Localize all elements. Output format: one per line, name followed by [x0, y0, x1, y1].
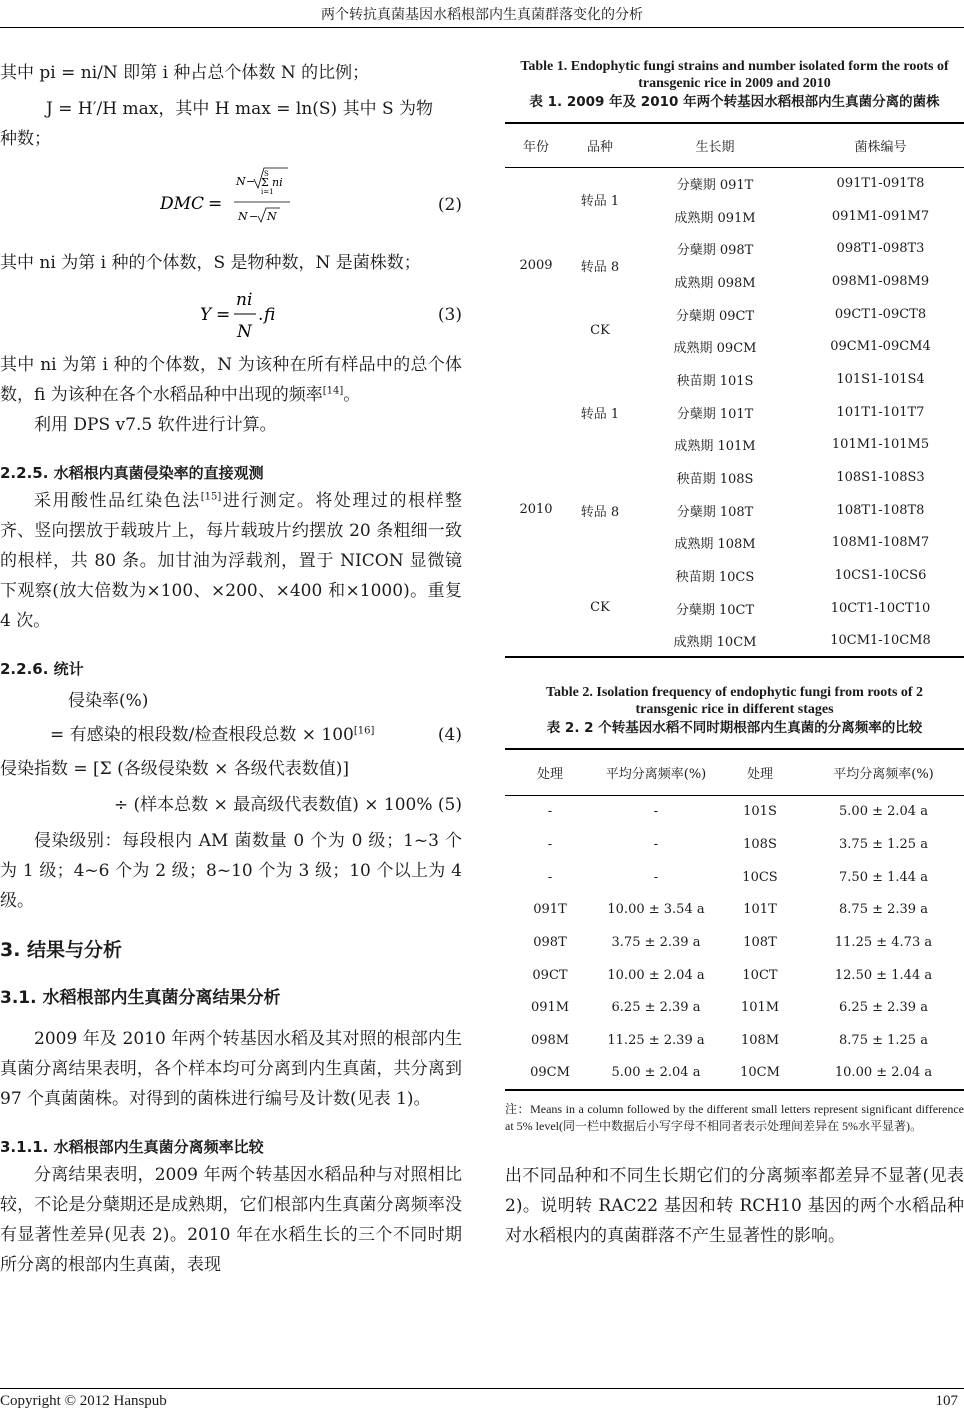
- section-heading-3-1: 3.1. 水稻根部内生真菌分离结果分析: [0, 988, 281, 1008]
- stage-cell: 秧苗期 101S: [676, 373, 754, 389]
- column-header: 年份: [505, 123, 567, 167]
- frequency-cell: 12.50 ± 1.44 a: [834, 967, 933, 983]
- treatment-cell: 098M: [530, 1032, 570, 1048]
- formula-line: ÷ (样本总数 × 最高级代表数值) × 100% (5): [113, 795, 462, 815]
- svg-text:−: −: [249, 210, 259, 223]
- treatment-cell: 091M: [530, 1000, 570, 1016]
- stage-cell: 分蘖期 09CT: [675, 308, 755, 324]
- column-header: 菌株编号: [797, 123, 964, 167]
- table-row: [505, 232, 964, 265]
- treatment-cell: 10CM: [740, 1065, 780, 1081]
- treatment-cell: 10CS: [742, 869, 778, 885]
- table-row: [505, 991, 964, 1024]
- paragraph: 出不同品种和不同生长期它们的分离频率都差异不显著(见表 2)。说明转 RAC22 基因和转 RCH10 基因的两个水稻品种对水稻根内的真菌群落不产生显著性的影响。: [505, 1165, 964, 1246]
- treatment-cell: 101S: [743, 804, 777, 820]
- frequency-cell: -: [653, 869, 659, 885]
- table-row: [505, 461, 964, 494]
- variety-cell: 转品 8: [580, 504, 620, 520]
- table2-caption-en: Table 2. Isolation frequency of endophytic fungi from roots of 2 transgenic rice in different stages: [545, 685, 924, 718]
- formula-line: 侵染指数 = [Σ (各级侵染数 × 各级代表数值)]: [0, 759, 350, 779]
- footer-rule: [0, 1388, 964, 1389]
- copyright-text: Copyright © 2012 Hanspub: [0, 1393, 167, 1409]
- variety-cell: CK: [590, 322, 610, 338]
- svg-text:S: S: [264, 170, 269, 178]
- frequency-cell: 3.75 ± 2.39 a: [611, 934, 701, 950]
- stage-cell: 成熟期 10CM: [673, 634, 757, 650]
- stage-cell: 分蘖期 101T: [676, 406, 754, 422]
- citation: [14]: [322, 385, 344, 397]
- paragraph: 利用 DPS v7.5 软件进行计算。: [34, 415, 277, 435]
- table-row: [505, 1024, 964, 1057]
- strain-cell: 10CM1-10CM8: [830, 632, 931, 648]
- paragraph: [0, 350, 462, 410]
- frequency-cell: -: [653, 804, 659, 820]
- dmc-formula-graphic: [160, 162, 400, 242]
- column-header: 品种: [567, 123, 633, 167]
- equation-3: [0, 280, 462, 350]
- strain-cell: 101T1-101T7: [836, 404, 925, 420]
- column-header: 平均分离频率(%): [803, 749, 964, 795]
- header-rule: [0, 27, 964, 28]
- table-row: [505, 893, 964, 926]
- frequency-cell: 11.25 ± 2.39 a: [607, 1032, 705, 1048]
- table-row: [505, 861, 964, 894]
- strain-cell: 108S1-108S3: [836, 470, 925, 486]
- frequency-cell: 5.00 ± 2.04 a: [611, 1065, 701, 1081]
- paragraph: 2009 年及 2010 年两个转基因水稻及其对照的根部内生真菌分离结果表明，各个样本均可分离到内生真菌，共分离到 97 个真菌菌株。对得到的菌株进行编号及计数(见表 1)。: [0, 1029, 462, 1109]
- paragraph: 其中 ni 为第 i 种的个体数，S 是物种数，N 是菌株数；: [0, 253, 421, 273]
- svg-text:N: N: [236, 175, 246, 188]
- variety-cell: 转品 1: [580, 194, 620, 210]
- treatment-cell: 10CT: [742, 967, 778, 983]
- svg-text:DMC: DMC: [160, 194, 205, 214]
- svg-text:fi: fi: [264, 305, 276, 325]
- stage-cell: 成熟期 09CM: [673, 341, 757, 357]
- table-header-row: [505, 749, 964, 795]
- frequency-cell: 11.25 ± 4.73 a: [834, 934, 933, 950]
- treatment-cell: 108T: [743, 934, 777, 950]
- stage-cell: 秧苗期 108S: [676, 472, 754, 488]
- stage-cell: 分蘖期 108T: [676, 504, 754, 520]
- treatment-cell: 108S: [743, 836, 777, 852]
- treatment-cell: 091T: [533, 902, 567, 918]
- formula-line: [0, 720, 462, 750]
- svg-text:=: =: [216, 305, 231, 325]
- strain-cell: 10CS1-10CS6: [834, 568, 927, 584]
- table1-caption-en: Table 1. Endophytic fungi strains and number isolated form the roots of transgenic rice in 2009 and 2010: [520, 59, 949, 91]
- stage-cell: 成熟期 091M: [674, 210, 756, 226]
- running-title: 两个转抗真菌基因水稻根部内生真菌群落变化的分析: [321, 7, 643, 23]
- frequency-cell: -: [653, 836, 659, 852]
- frequency-cell: 10.00 ± 2.04 a: [834, 1065, 933, 1081]
- table-row: [505, 926, 964, 959]
- svg-text:Σ: Σ: [261, 176, 269, 189]
- strain-cell: 098M1-098M9: [831, 273, 930, 289]
- svg-text:=: =: [208, 194, 223, 214]
- svg-text:.: .: [258, 305, 264, 325]
- column-header: 平均分离频率(%): [595, 749, 717, 795]
- citation: [15]: [200, 491, 222, 503]
- table1-caption-cn: 表 1. 2009 年及 2010 年两个转基因水稻根部内生真菌分离的菌株: [529, 94, 940, 110]
- table-row: [505, 959, 964, 992]
- stage-cell: 秧苗期 10CS: [675, 570, 755, 586]
- treatment-cell: 101M: [740, 1000, 780, 1016]
- paragraph-text: 其中 ni 为第 i 种的个体数，N 为该种在所有样品中的总个体数，fi 为该种在各个水稻品种中出现的频率: [0, 355, 462, 405]
- paragraph-text: 采用酸性品红染色法: [34, 491, 201, 511]
- table-row: [505, 298, 964, 331]
- strain-cell: 101M1-101M5: [831, 437, 930, 453]
- year-cell: 2010: [519, 502, 553, 518]
- svg-text:N: N: [237, 322, 252, 342]
- treatment-cell: -: [547, 804, 553, 820]
- stage-cell: 成熟期 108M: [674, 537, 756, 553]
- paragraph: 其中 pi = ni/N 即第 i 种占总个体数 N 的比例；: [0, 63, 370, 83]
- strain-cell: 091M1-091M7: [831, 208, 930, 224]
- frequency-cell: 3.75 ± 1.25 a: [839, 836, 928, 852]
- stage-cell: 分蘖期 098T: [676, 243, 754, 259]
- variety-cell: CK: [590, 600, 610, 616]
- svg-text:i=1: i=1: [261, 188, 274, 196]
- table-row: [505, 1057, 964, 1090]
- frequency-cell: 5.00 ± 2.04 a: [839, 804, 928, 820]
- strain-cell: 101S1-101S4: [836, 371, 925, 387]
- table1: [505, 122, 964, 658]
- frequency-cell: 10.00 ± 3.54 a: [607, 902, 705, 918]
- table-row: [505, 363, 964, 396]
- stage-cell: 分蘖期 091T: [676, 178, 754, 194]
- svg-text:ni: ni: [236, 290, 253, 310]
- paragraph: 分离结果表明，2009 年两个转基因水稻品种与对照相比较，不论是分蘖期还是成熟期，它们根部内生真菌分离频率没有显著性差异(见表 2)。2010 年在水稻生长的三个不同时期所分离的根部内生真菌，表现: [0, 1165, 462, 1275]
- svg-text:ni: ni: [272, 176, 283, 189]
- stage-cell: 成熟期 098M: [674, 275, 756, 291]
- treatment-cell: 09CM: [530, 1065, 570, 1081]
- paragraph-end: 。: [343, 385, 361, 405]
- section-heading-3: 3. 结果与分析: [0, 939, 123, 961]
- stage-cell: 成熟期 101M: [674, 439, 756, 455]
- page-number: 107: [935, 1393, 958, 1409]
- citation: [16]: [353, 725, 375, 737]
- table-row: [505, 167, 964, 200]
- formula-text: = 有感染的根段数/检查根段总数 × 100: [50, 725, 354, 745]
- strain-cell: 091T1-091T8: [836, 176, 925, 192]
- variety-cell: 转品 1: [580, 406, 620, 422]
- section-heading-3-1-1: 3.1.1. 水稻根部内生真菌分离频率比较: [0, 1138, 264, 1156]
- section-heading-2-2-5: 2.2.5. 水稻根内真菌侵染率的直接观测: [0, 464, 264, 482]
- stage-cell: 分蘖期 10CT: [675, 602, 755, 618]
- strain-cell: 09CT1-09CT8: [834, 306, 927, 322]
- frequency-cell: 8.75 ± 2.39 a: [839, 902, 928, 918]
- variety-cell: 转品 8: [580, 259, 620, 275]
- strain-cell: 108T1-108T8: [836, 502, 925, 518]
- frequency-cell: 6.25 ± 2.39 a: [839, 1000, 928, 1016]
- table-row: [505, 828, 964, 861]
- paragraph: [0, 486, 462, 636]
- equation-j: J = H′/H max，其中 H max = ln(S) 其中 S 为物: [46, 99, 434, 119]
- table-row: [505, 795, 964, 828]
- right-column: [505, 52, 964, 1251]
- paragraph-text: 进行测定。将处理过的根样整齐、竖向摆放于载玻片上，每片载玻片约摆放 20 条粗细一致的根样，共 80 条。加甘油为浮载剂，置于 NICON 显微镜下观察(放大倍数为×100、×200、×400 和×1000)。重复 4 次。: [0, 491, 463, 631]
- treatment-cell: 101T: [743, 902, 777, 918]
- svg-text:N: N: [238, 210, 248, 223]
- frequency-cell: 10.00 ± 2.04 a: [607, 967, 705, 983]
- treatment-cell: 108M: [740, 1032, 780, 1048]
- svg-text:Y: Y: [200, 305, 212, 325]
- strain-cell: 108M1-108M7: [831, 535, 930, 551]
- table-header-row: [505, 123, 964, 167]
- paragraph: 侵染级别：每段根内 AM 菌数量 0 个为 0 级；1~3 个为 1 级；4~6 个为 2 级；8~10 个为 3 级；10 个以上为 4 级。: [0, 831, 462, 911]
- equation-2: [0, 162, 462, 248]
- column-header: 处理: [505, 749, 595, 795]
- strain-cell: 09CM1-09CM4: [830, 339, 931, 355]
- strain-cell: 10CT1-10CT10: [830, 600, 931, 616]
- section-heading-2-2-6: 2.2.6. 统计: [0, 660, 84, 678]
- paragraph: 种数；: [0, 129, 51, 149]
- left-column: [0, 52, 462, 1280]
- treatment-cell: 09CT: [532, 967, 568, 983]
- column-header: 处理: [717, 749, 803, 795]
- frequency-cell: 6.25 ± 2.39 a: [611, 1000, 701, 1016]
- frequency-cell: 8.75 ± 1.25 a: [839, 1032, 928, 1048]
- y-formula-graphic: [200, 280, 320, 350]
- equation-number: (2): [437, 195, 462, 215]
- column-header: 生长期: [633, 123, 797, 167]
- table2: [505, 748, 964, 1090]
- treatment-cell: 098T: [533, 934, 567, 950]
- frequency-cell: 7.50 ± 1.44 a: [839, 869, 928, 885]
- svg-text:N: N: [267, 210, 277, 223]
- equation-number: (4): [437, 725, 462, 745]
- table2-note: 注：Means in a column followed by the different small letters represent significant difference at 5% level(同一栏中数据后小写字母不相同者表示处理间差异在 5%水平显著)。: [505, 1101, 964, 1133]
- equation-number: (3): [437, 305, 462, 325]
- table-row: [505, 559, 964, 592]
- treatment-cell: -: [547, 836, 553, 852]
- year-cell: 2009: [519, 257, 553, 273]
- treatment-cell: -: [547, 869, 553, 885]
- svg-text:−: −: [246, 175, 256, 188]
- formula-line: 侵染率(%): [68, 691, 149, 711]
- strain-cell: 098T1-098T3: [836, 241, 925, 257]
- table2-caption-cn: 表 2. 2 个转基因水稻不同时期根部内生真菌的分离频率的比较: [546, 720, 923, 737]
